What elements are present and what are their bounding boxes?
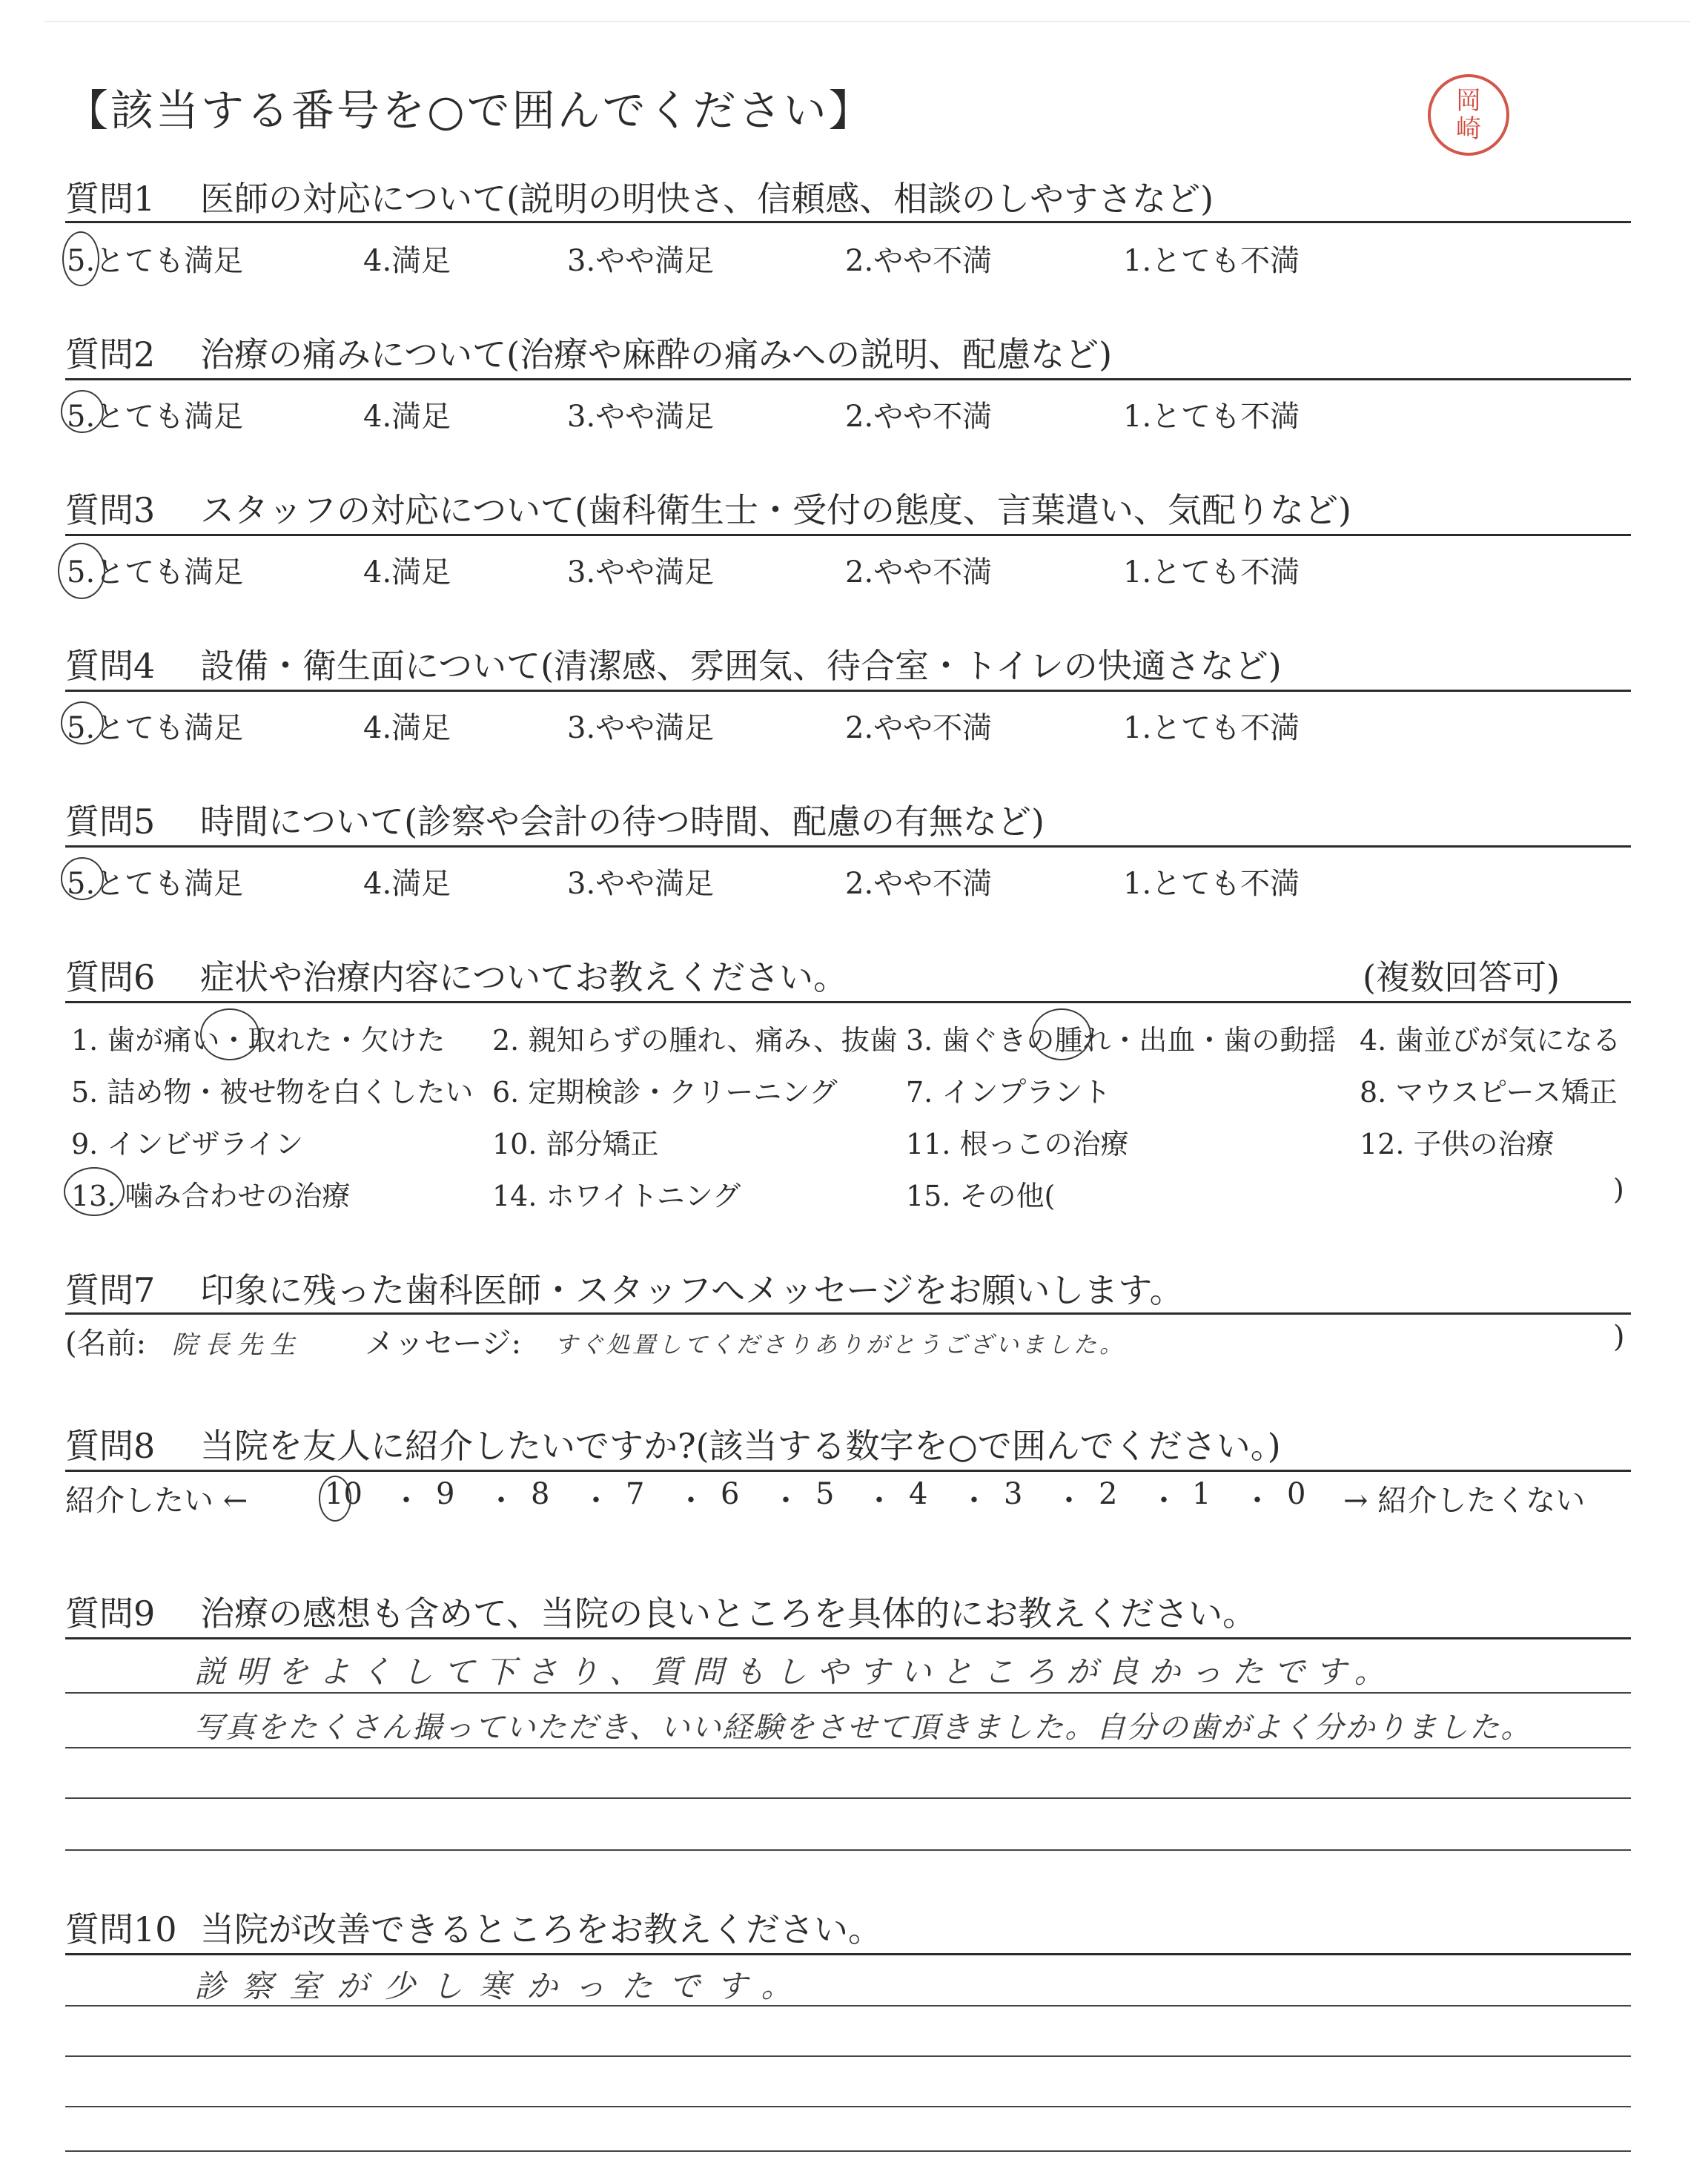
divider [65, 1001, 1631, 1003]
selection-circle [58, 543, 105, 599]
answer-line [65, 2106, 1631, 2107]
stamp-char: 岡 [1456, 86, 1481, 116]
rating-option-3[interactable]: 3.やや満足 [567, 711, 715, 745]
rating-option-1[interactable]: 1.とても不満 [1123, 867, 1300, 901]
selection-circle [1032, 1008, 1091, 1060]
symptom-option[interactable]: 1. 歯が痛い・取れた・欠けた [71, 1024, 446, 1057]
selection-circle [64, 1167, 125, 1216]
multiple-answers-note: (複数回答可) [1363, 957, 1560, 997]
selection-circle [61, 857, 104, 900]
symptom-option[interactable]: 10. 部分矯正 [492, 1128, 659, 1160]
symptom-option[interactable]: 13. 噛み合わせの治療 [71, 1180, 351, 1212]
question-label: 質問6 [65, 957, 156, 997]
answer-line [65, 1747, 1631, 1748]
selection-circle [200, 1008, 259, 1060]
scale-option-1[interactable]: 1 [1192, 1477, 1211, 1511]
symptom-option[interactable]: 7. インプラント [906, 1076, 1111, 1109]
selection-circle [61, 390, 104, 433]
scale-option-4[interactable]: 4 [909, 1477, 928, 1511]
question-label: 質問10 [65, 1909, 177, 1949]
selection-circle [61, 701, 104, 744]
question-label: 質問9 [65, 1593, 156, 1634]
scale-dot: ・ [1242, 1484, 1272, 1518]
rating-option-1[interactable]: 1.とても不満 [1123, 400, 1300, 434]
question-text: 当院を友人に紹介したいですか?(該当する数字を○で囲んでください。) [200, 1426, 1281, 1466]
scale-dot: ・ [1149, 1484, 1179, 1518]
divider [65, 378, 1631, 380]
symptom-option[interactable]: 15. その他( [906, 1180, 1056, 1212]
scale-dot: ・ [1054, 1484, 1084, 1518]
rating-option-2[interactable]: 2.やや不満 [845, 244, 993, 278]
rating-option-3[interactable]: 3.やや満足 [567, 867, 715, 901]
rating-option-4[interactable]: 4.満足 [363, 400, 451, 434]
name-field-value[interactable]: 院長先生 [172, 1330, 302, 1360]
scale-option-7[interactable]: 7 [626, 1477, 645, 1511]
selection-circle [319, 1476, 351, 1522]
scale-option-8[interactable]: 8 [531, 1477, 550, 1511]
symptom-option[interactable]: 4. 歯並びが気になる [1360, 1024, 1621, 1057]
scale-dot: ・ [676, 1484, 706, 1518]
question-text: 医師の対応について(説明の明快さ、信頼感、相談のしやすさなど) [200, 179, 1214, 219]
answer-line [65, 2150, 1631, 2152]
answer-line [65, 1797, 1631, 1799]
rating-option-2[interactable]: 2.やや不満 [845, 555, 993, 589]
question-text: スタッフの対応について(歯科衛生士・受付の態度、言葉遣い、気配りなど) [200, 490, 1351, 530]
scale-option-2[interactable]: 2 [1099, 1477, 1118, 1511]
scale-dot: ・ [486, 1484, 516, 1518]
question-label: 質問5 [65, 802, 156, 842]
rating-option-5[interactable]: 5.とても満足 [67, 867, 244, 901]
question-text: 治療の感想も含めて、当院の良いところを具体的にお教えください。 [200, 1593, 1257, 1634]
rating-option-3[interactable]: 3.やや満足 [567, 244, 715, 278]
rating-option-1[interactable]: 1.とても不満 [1123, 711, 1300, 745]
rating-option-3[interactable]: 3.やや満足 [567, 400, 715, 434]
question-text: 印象に残った歯科医師・スタッフへメッセージをお願いします。 [200, 1270, 1184, 1310]
symptom-option[interactable]: 3. 歯ぐきの腫れ・出血・歯の動揺 [906, 1024, 1337, 1057]
rating-option-3[interactable]: 3.やや満足 [567, 555, 715, 589]
scale-dot: ・ [864, 1484, 894, 1518]
rating-option-1[interactable]: 1.とても不満 [1123, 555, 1300, 589]
question-text: 症状や治療内容についてお教えください。 [200, 957, 848, 997]
divider [65, 1953, 1631, 1955]
question-label: 質問3 [65, 490, 156, 530]
answer-line [65, 2005, 1631, 2007]
rating-option-2[interactable]: 2.やや不満 [845, 867, 993, 901]
divider [65, 534, 1631, 536]
divider [65, 845, 1631, 848]
question-label: 質問8 [65, 1426, 156, 1466]
scale-option-3[interactable]: 3 [1004, 1477, 1023, 1511]
name-field-label: (名前: [65, 1327, 147, 1361]
question-label: 質問2 [65, 334, 156, 374]
question-label: 質問1 [65, 179, 156, 219]
rating-option-1[interactable]: 1.とても不満 [1123, 244, 1300, 278]
question-label: 質問4 [65, 646, 156, 686]
divider [65, 1312, 1631, 1315]
message-field-value[interactable]: すぐ処置してくださりありがとうございました。 [555, 1332, 1125, 1358]
name-seal-stamp [1428, 74, 1509, 156]
selection-circle [62, 231, 99, 286]
scale-dot: ・ [581, 1484, 611, 1518]
question-text: 治療の痛みについて(治療や麻酔の痛みへの説明、配慮など) [200, 334, 1113, 374]
rating-option-5[interactable]: 5.とても満足 [67, 711, 244, 745]
rating-option-4[interactable]: 4.満足 [363, 867, 451, 901]
rating-option-2[interactable]: 2.やや不満 [845, 400, 993, 434]
symptom-option[interactable]: 12. 子供の治療 [1360, 1128, 1555, 1160]
message-field-label: メッセージ: [365, 1327, 522, 1361]
symptom-option[interactable]: 6. 定期検診・クリーニング [492, 1076, 838, 1109]
divider [65, 221, 1631, 223]
answer-line [65, 1692, 1631, 1694]
rating-option-5[interactable]: 5.とても満足 [67, 244, 244, 278]
question-label: 質問7 [65, 1270, 156, 1310]
scale-option-6[interactable]: 6 [721, 1477, 740, 1511]
scale-dot: ・ [771, 1484, 801, 1518]
other-close-paren: ) [1613, 1173, 1624, 1206]
scale-option-0[interactable]: 0 [1287, 1477, 1306, 1511]
recommend-right-label: → 紹介したくない [1343, 1484, 1586, 1518]
rating-option-5[interactable]: 5.とても満足 [67, 400, 244, 434]
form-title: 【該当する番号を○で囲んでください】 [65, 85, 874, 136]
stamp-char: 崎 [1456, 114, 1481, 144]
message-close-paren: ) [1613, 1320, 1625, 1354]
symptom-option[interactable]: 14. ホワイトニング [492, 1180, 741, 1212]
rating-option-4[interactable]: 4.満足 [363, 244, 451, 278]
rating-option-5[interactable]: 5.とても満足 [67, 555, 244, 589]
scale-dot: ・ [391, 1484, 421, 1518]
question-text: 設備・衛生面について(清潔感、雰囲気、待合室・トイレの快適さなど) [200, 646, 1282, 686]
rating-option-2[interactable]: 2.やや不満 [845, 711, 993, 745]
rating-option-4[interactable]: 4.満足 [363, 711, 451, 745]
divider [65, 1470, 1631, 1472]
divider [65, 690, 1631, 692]
good-points-answer-line[interactable]: 説明をよくして下さり、質問もしやすいところが良かったです。 [194, 1654, 1396, 1690]
symptom-option[interactable]: 9. インビザライン [71, 1128, 304, 1160]
question-text: 当院が改善できるところをお教えください。 [200, 1909, 882, 1949]
symptom-option[interactable]: 2. 親知らずの腫れ、痛み、抜歯 [492, 1024, 898, 1057]
divider [65, 1637, 1631, 1639]
recommend-left-label: 紹介したい ← [65, 1484, 248, 1518]
symptom-option[interactable]: 5. 詰め物・被せ物を白くしたい [71, 1076, 474, 1109]
question-text: 時間について(診察や会計の待つ時間、配慮の有無など) [200, 802, 1045, 842]
scale-option-10[interactable]: 10 [325, 1477, 363, 1511]
symptom-option[interactable]: 8. マウスピース矯正 [1360, 1076, 1618, 1109]
improvement-answer-line[interactable]: 診察室が少し寒かったです。 [194, 1968, 809, 2004]
scale-dot: ・ [959, 1484, 989, 1518]
symptom-option[interactable]: 11. 根っこの治療 [906, 1128, 1129, 1160]
scale-option-9[interactable]: 9 [436, 1477, 455, 1511]
good-points-answer-line[interactable]: 写真をたくさん撮っていただき、いい経験をさせて頂きました。自分の歯がよく分かりました。 [194, 1711, 1532, 1745]
answer-line [65, 2055, 1631, 2057]
answer-line [65, 1849, 1631, 1851]
rating-option-4[interactable]: 4.満足 [363, 555, 451, 589]
scale-option-5[interactable]: 5 [815, 1477, 835, 1511]
page-top-edge [44, 21, 1690, 22]
